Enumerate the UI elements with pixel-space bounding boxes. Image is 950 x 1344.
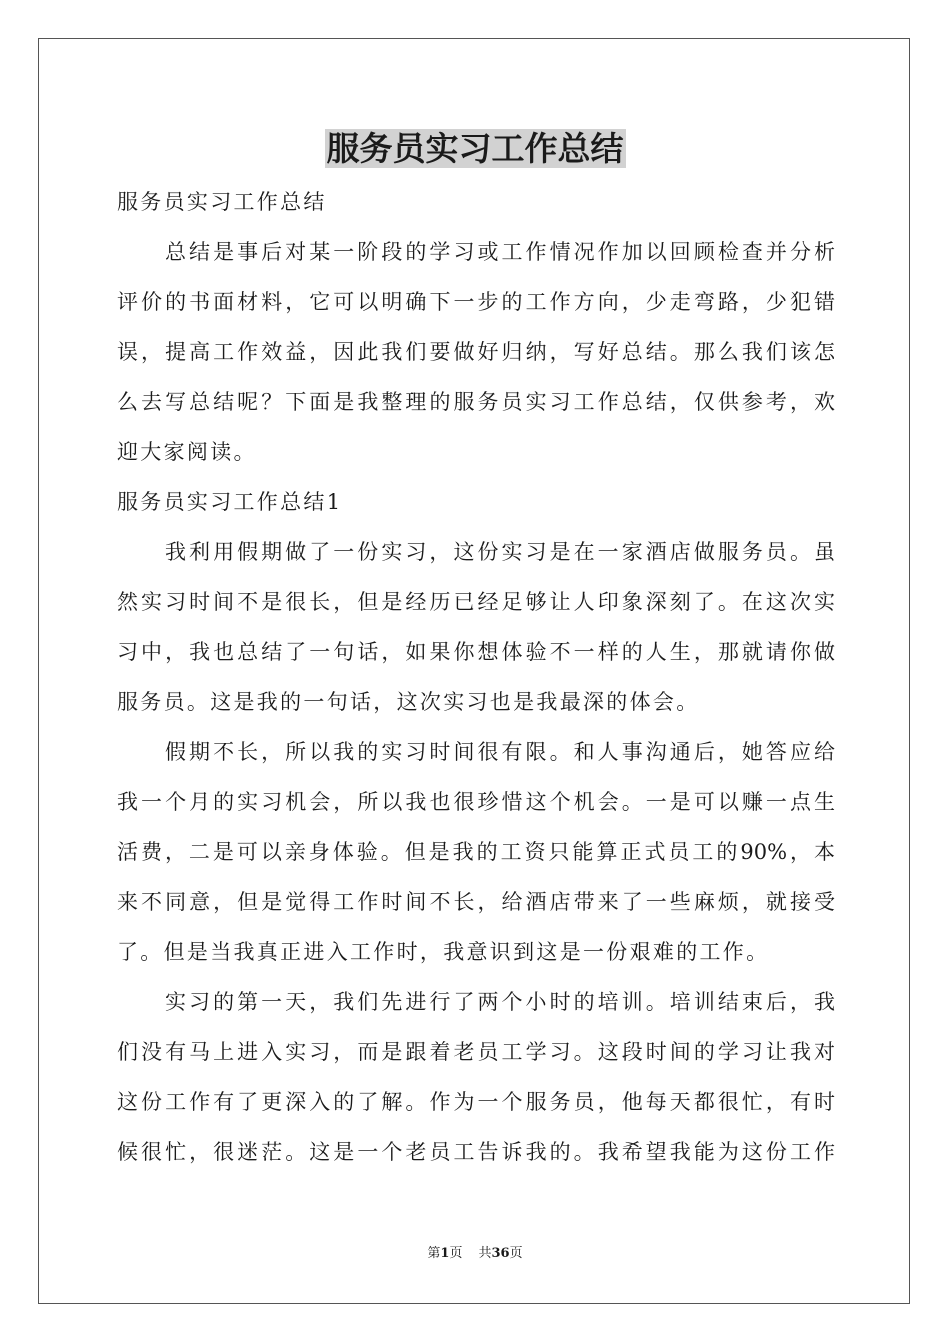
paragraph-line: 这份工作有了更深入的了解。作为一个服务员，他每天都很忙，有时 [117,1090,835,1114]
paragraph-line: 我一个月的实习机会，所以我也很珍惜这个机会。一是可以赚一点生 [117,790,835,814]
paragraph-line: 然实习时间不是很长，但是经历已经足够让人印象深刻了。在这次实 [117,590,835,614]
paragraph-line: 我利用假期做了一份实习，这份实习是在一家酒店做服务员。虽 [165,540,835,564]
document-title [0,124,950,174]
section-heading: 服务员实习工作总结1 [117,490,343,514]
total-prefix: 共 [478,1246,492,1261]
paragraph-line: 来不同意，但是觉得工作时间不长，给酒店带来了一些麻烦，就接受 [117,890,835,914]
paragraph-line: 假期不长，所以我的实习时间很有限。和人事沟通后，她答应给 [165,740,835,764]
total-suffix: 页 [509,1246,523,1261]
paragraph-line: 习中，我也总结了一句话，如果你想体验不一样的人生，那就请你做 [117,640,835,664]
paragraph-line: 了。但是当我真正进入工作时，我意识到这是一份艰难的工作。 [117,940,770,964]
paragraph-line: 们没有马上进入实习，而是跟着老员工学习。这段时间的学习让我对 [117,1040,835,1064]
subtitle-line: 服务员实习工作总结 [117,190,327,214]
page-footer [0,1244,950,1264]
paragraph-line: 活费，二是可以亲身体验。但是我的工资只能算正式员工的90%，本 [117,840,835,864]
paragraph-line: 评价的书面材料，它可以明确下一步的工作方向，少走弯路，少犯错 [117,290,835,314]
page-prefix: 第 [427,1246,441,1261]
paragraph-line: 误，提高工作效益，因此我们要做好归纳，写好总结。那么我们该怎 [117,340,835,364]
page-number: 1 [440,1246,450,1261]
document-title-text: 服务员实习工作总结 [326,129,624,168]
page-suffix: 页 [449,1246,463,1261]
paragraph-line: 实习的第一天，我们先进行了两个小时的培训。培训结束后，我 [165,990,835,1014]
total-pages: 36 [491,1246,510,1261]
paragraph-line: 么去写总结呢？下面是我整理的服务员实习工作总结，仅供参考，欢 [117,390,835,414]
paragraph-line: 候很忙，很迷茫。这是一个老员工告诉我的。我希望我能为这份工作 [117,1140,835,1164]
paragraph-line: 服务员。这是我的一句话，这次实习也是我最深的体会。 [117,690,700,714]
document-body [117,177,835,1177]
paragraph-line: 总结是事后对某一阶段的学习或工作情况作加以回顾检查并分析 [165,240,835,264]
paragraph-line: 迎大家阅读。 [117,440,257,464]
